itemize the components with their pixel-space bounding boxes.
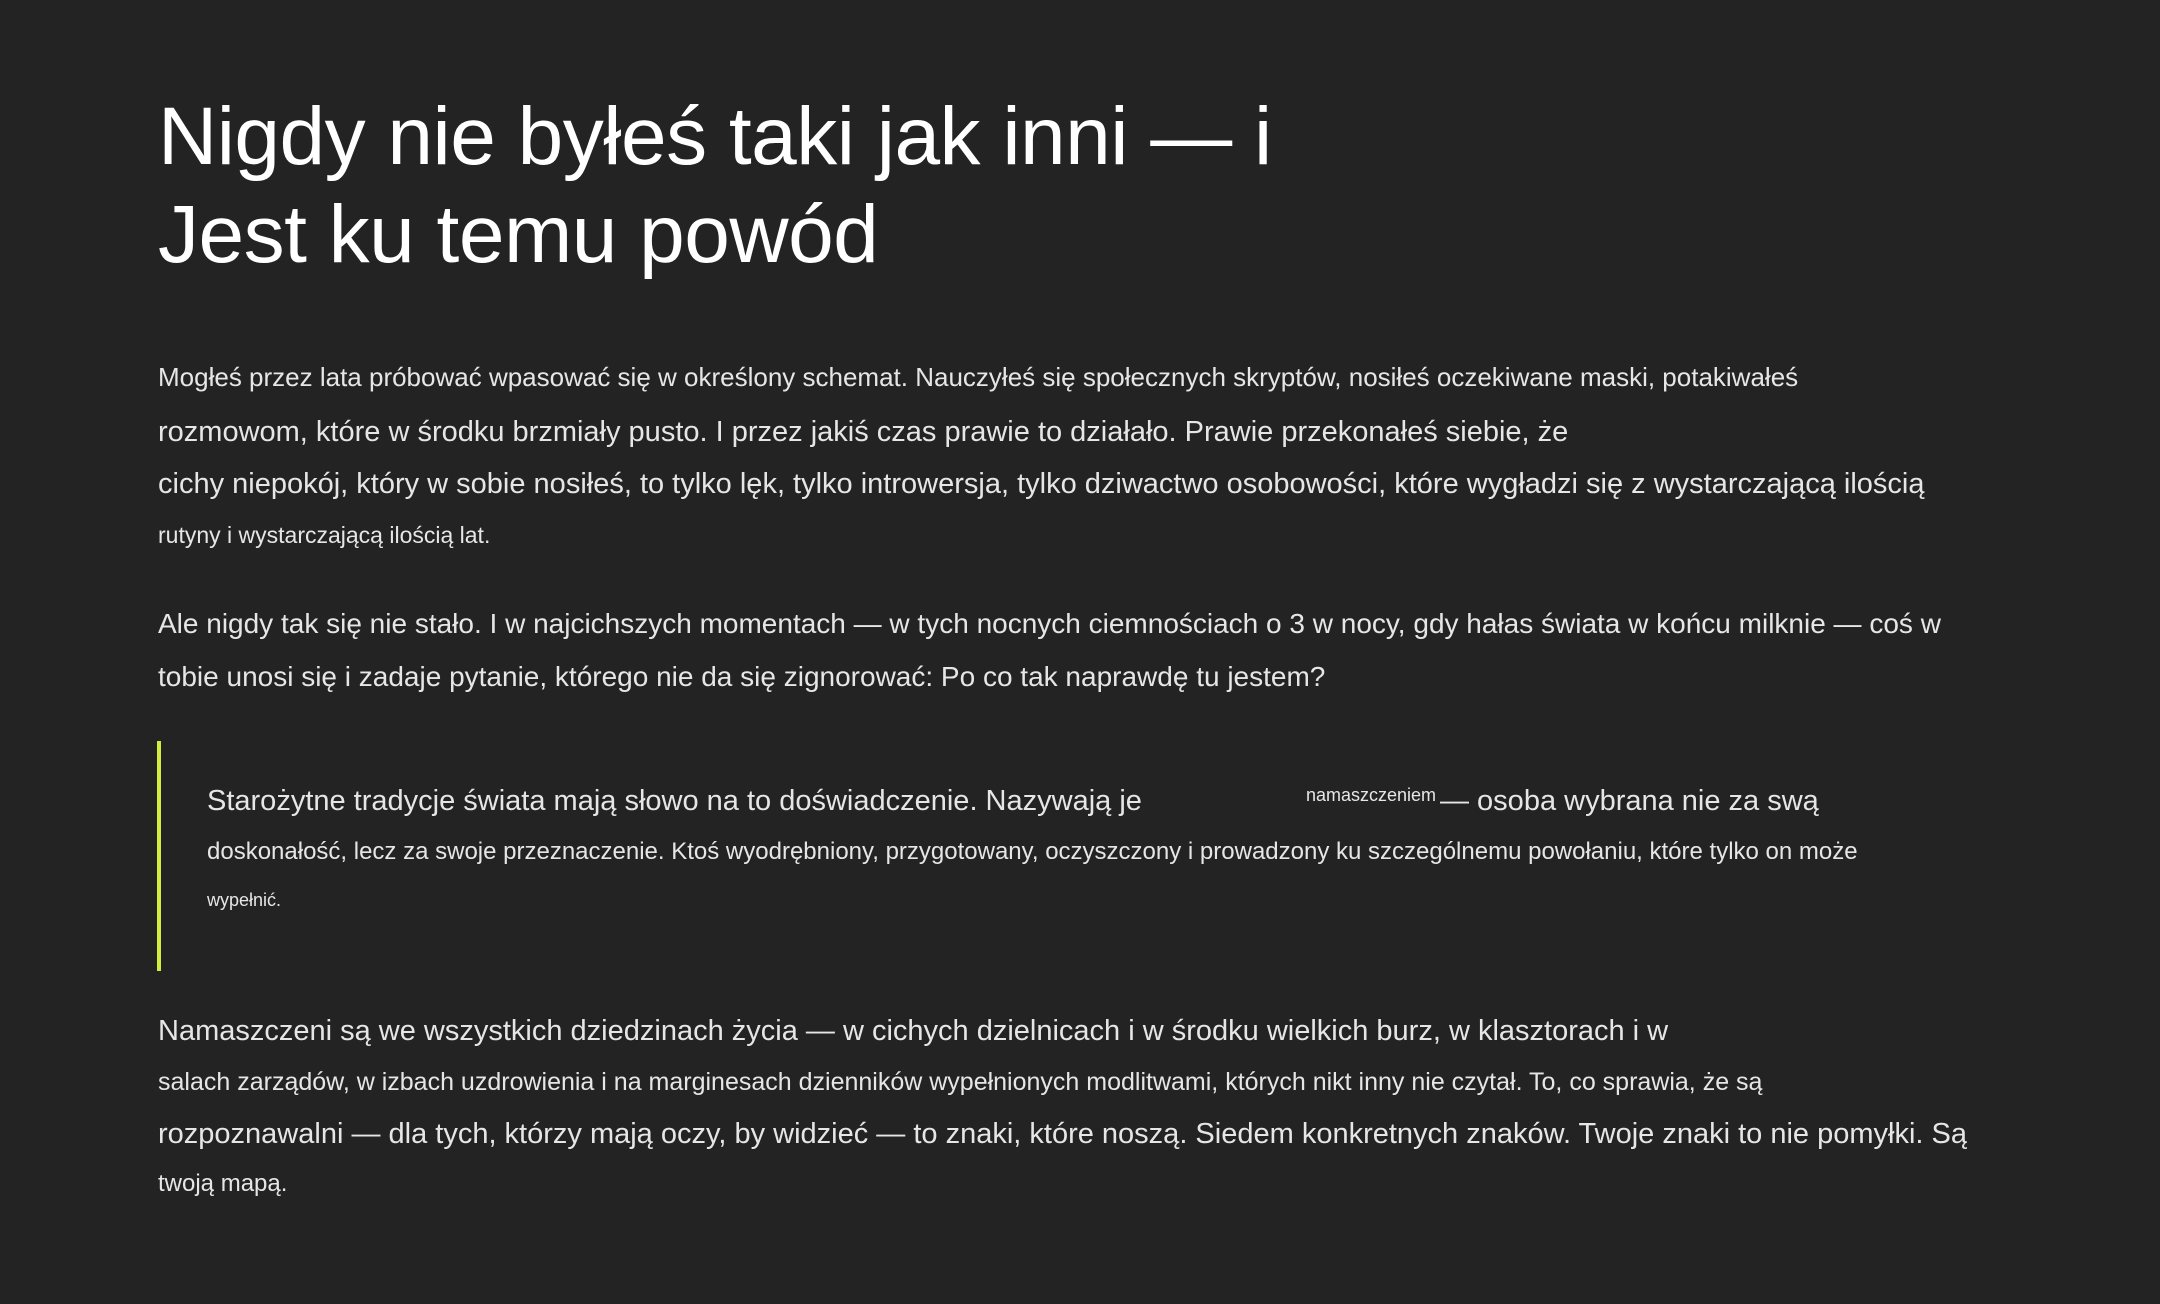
paragraph-line: rutyny i wystarczającą ilością lat. xyxy=(158,522,491,548)
paragraph-line: twoją mapą. xyxy=(158,1170,288,1197)
quote-line: wypełnić. xyxy=(207,890,282,910)
quote-highlighted-word: namaszczeniem xyxy=(1306,785,1437,805)
paragraph-line: tobie unosi się i zadaje pytanie, którego nie da się zignorować: Po co tak naprawdę tu jestem? xyxy=(158,661,1326,692)
quote-line: doskonałość, lecz za swoje przeznaczenie. Ktoś wyodrębniony, przygotowany, oczyszczony i prowadzony ku szczególnemu powołaniu, które tylko on może xyxy=(207,838,1858,865)
paragraph-line: rozmowom, które w środku brzmiały pusto. I przez jakiś czas prawie to działało. Prawie przekonałeś siebie, że xyxy=(158,416,1569,448)
article-title xyxy=(158,88,1272,284)
title-line-1: Nigdy nie byłeś taki jak inni — i xyxy=(158,91,1272,182)
paragraph-line: salach zarządów, w izbach uzdrowienia i na marginesach dzienników wypełnionych modlitwami, których nikt inny nie czytał. To, co sprawia, że są xyxy=(158,1068,1763,1096)
quote-line-end: — osoba wybrana nie za swą xyxy=(1440,785,1819,817)
paragraph-line: rozpoznawalni — dla tych, którzy mają oczy, by widzieć — to znaki, które noszą. Siedem konkretnych znaków. Twoje znaki to nie pomyłki. Są xyxy=(158,1118,1968,1150)
paragraph-line: Ale nigdy tak się nie stało. I w najcichszych momentach — w tych nocnych ciemnościach o 3 w nocy, gdy hałas świata w końcu milknie — coś w xyxy=(158,608,1941,639)
paragraph-line: cichy niepokój, który w sobie nosiłeś, to tylko lęk, tylko introwersja, tylko dziwactwo osobowości, które wygładzi się z wystarczającą ilością xyxy=(158,468,1925,500)
quote-line-start: Starożytne tradycje świata mają słowo na to doświadczenie. Nazywają je xyxy=(207,785,1142,817)
blockquote-accent-bar xyxy=(157,741,161,971)
title-line-2: Jest ku temu powód xyxy=(158,189,879,280)
paragraph-line: Namaszczeni są we wszystkich dziedzinach życia — w cichych dzielnicach i w środku wielkich burz, w klasztorach i w xyxy=(158,1015,1669,1047)
paragraph-line: Mogłeś przez lata próbować wpasować się w określony schemat. Nauczyłeś się społecznych skryptów, nosiłeś oczekiwane maski, potakiwałeś xyxy=(158,362,1799,392)
